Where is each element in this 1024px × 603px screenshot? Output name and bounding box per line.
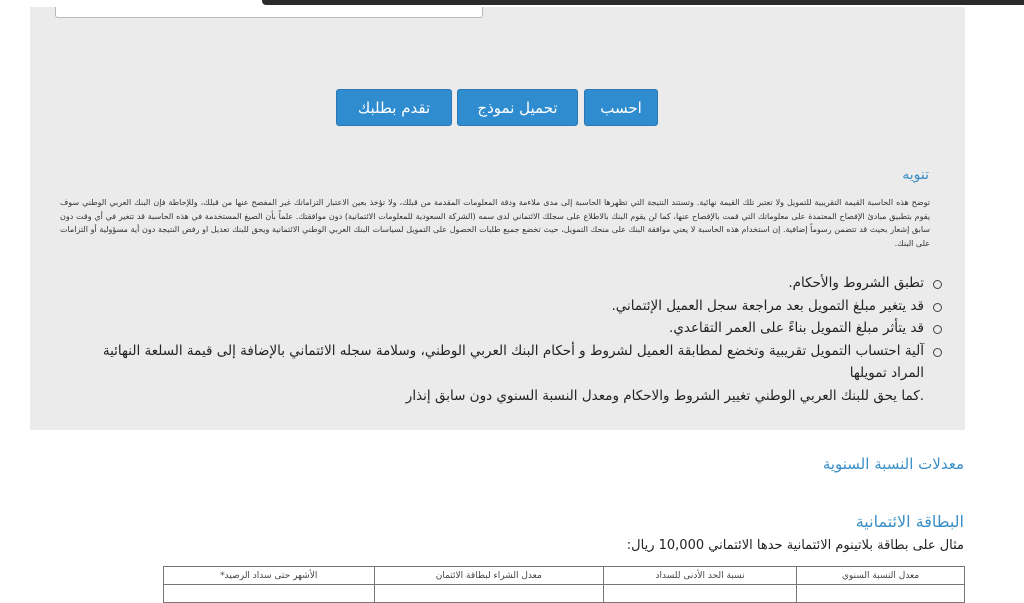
table-header-cell: معدل الشراء لبطاقة الائتمان [374, 567, 604, 585]
table-header-cell: نسبة الحد الأدنى للسداد [604, 567, 797, 585]
list-item: قد يتغير مبلغ التمويل بعد مراجعة سجل العميل الإئتماني. [74, 295, 944, 318]
browser-toolbar-strip [262, 0, 1024, 5]
list-item: تطبق الشروط والأحكام. [74, 272, 944, 295]
table-cell [374, 585, 604, 603]
disclaimer-text: توضح هذه الحاسبة القيمة التقريبية للتمويل ولا تعتبر تلك القيمة نهائية. وتستند النتيجة التي تظهرها الحاسبة إلى مدى ملاءمة ودقة المعلومات المقدمة من قبلك، ولا تؤخذ بعين الاعتبار التزاماتك غير المفصح عنها من قبلك، وللإحاطة فإن البنك العربي الوطني سوف يقوم بتطبيق مبادئ الإفصاح المعتمدة على معلوماتك التي قمت بالإفصاح عنها، كما لن يقوم البنك بالاطلاع على سجلك الائتماني لدى سمه (الشركة السعودية للمعلومات الائتمانية) دون موافقتك. علماً بأن الصيغ المستخدمة في هذه الحاسبة قد تتغير في أي وقت دون سابق إشعار بحيث قد تتضمن رسوماً إضافية. إن استخدام هذه الحاسبة لا يعني موافقة البنك على منحك التمويل، حيث تخضع جميع طلبات الحصول على التمويل لسياسات البنك العربي الوطني الائتمانية ويحق للبنك تعديل او رفض النتيجة دون أية مسؤولية أو التزامات على البنك. [60, 198, 930, 248]
rates-section-title: معدلات النسبة السنوية [822, 455, 964, 473]
notice-list [74, 272, 944, 407]
notice-title: تنويه [902, 167, 929, 183]
credit-card-title: البطاقة الائتمانية [855, 512, 964, 531]
rates-table [163, 566, 965, 603]
list-item-continuation: .كما يحق للبنك العربي الوطني تغيير الشروط والاحكام ومعدل النسبة السنوي دون سابق إنذار [405, 387, 924, 404]
table-cell [604, 585, 797, 603]
table-header-cell: معدل النسبة السنوي [797, 567, 965, 585]
browser-top-edge [0, 0, 1024, 7]
apply-button[interactable]: تقدم بطلبك [336, 89, 452, 126]
list-item: قد يتأثر مبلغ التمويل بناءً على العمر التقاعدي. [74, 317, 944, 340]
table-row [164, 585, 965, 603]
table-header-row [164, 567, 965, 585]
action-buttons [336, 89, 658, 126]
download-form-button[interactable]: تحميل نموذج [457, 89, 578, 126]
table-cell [797, 585, 965, 603]
table-cell [164, 585, 375, 603]
card-example-text: مثال على بطاقة بلاتينوم الائتمانية حدها الائتماني 10,000 ريال: [626, 538, 964, 553]
calculate-button[interactable]: احسب [584, 89, 658, 126]
list-item: آلية احتساب التمويل تقريبية وتخضع لمطابقة العميل لشروط و أحكام البنك العربي الوطني، وسلامة سجله الائتماني بالإضافة إلى قيمة السلعة النهائية المراد تمويلها [74, 340, 944, 385]
table-header-cell: الأشهر حتى سداد الرصيد* [164, 567, 375, 585]
